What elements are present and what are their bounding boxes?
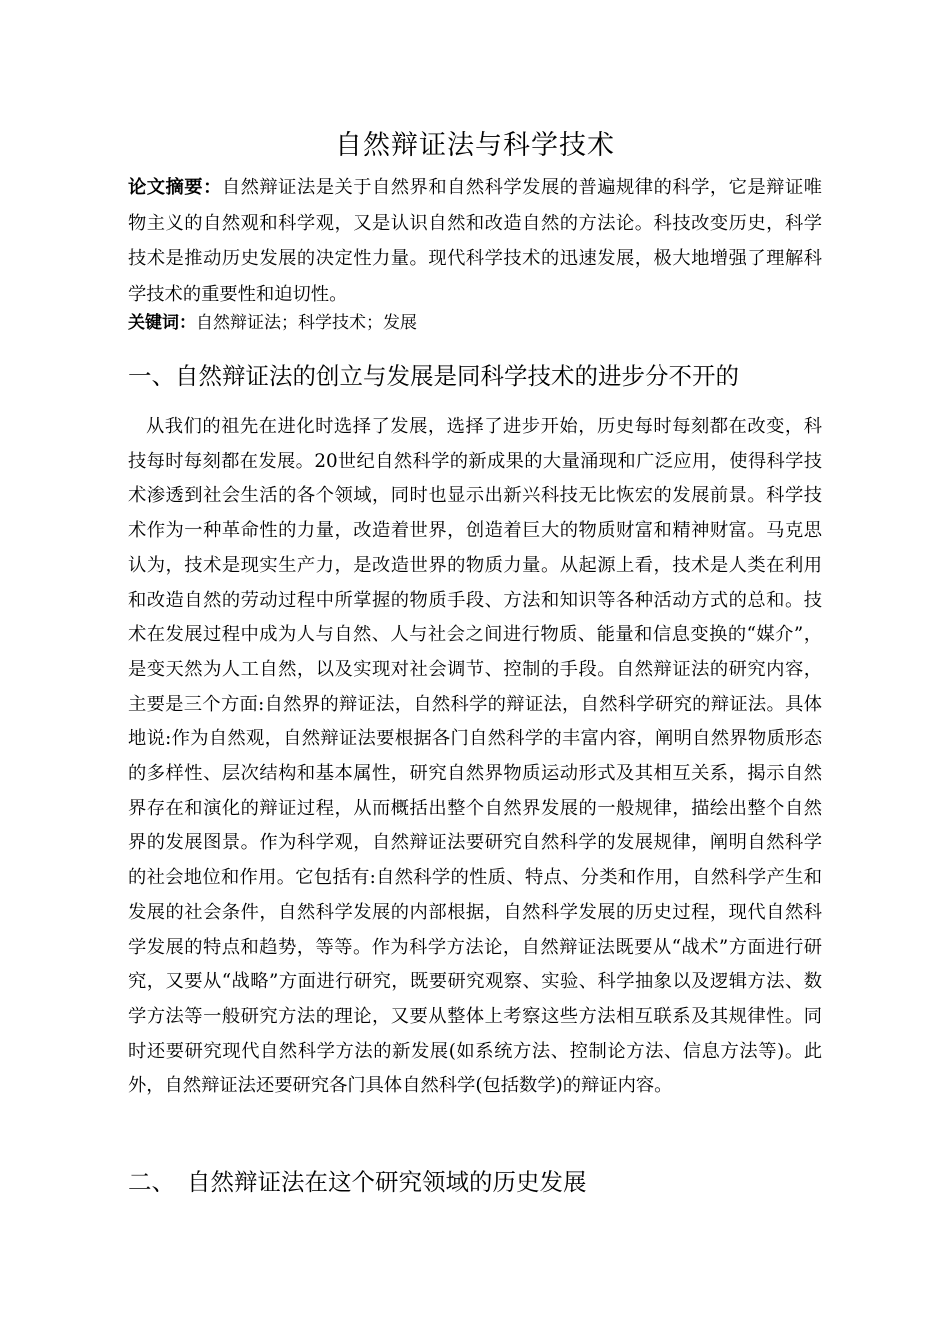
- section-1-number: 一、: [128, 362, 175, 390]
- document-title: 自然辩证法与科学技术: [335, 130, 615, 161]
- keywords-label: 关键词：: [128, 313, 196, 333]
- section-2-heading: [128, 1164, 822, 1200]
- section-1-heading: [128, 358, 822, 394]
- section-1-heading-text: 自然辩证法的创立与发展是同科学技术的进步分不开的: [175, 362, 739, 390]
- abstract-label: 论文摘要：: [128, 177, 222, 198]
- abstract-paragraph: [128, 170, 822, 312]
- section-1-paragraph: 从我们的祖先在进化时选择了发展，选择了进步开始，历史每时每刻都在改变，科技每时每刻都在发展。20世纪自然科学的新成果的大量涌现和广泛应用，使得科学技术渗透到社会生活的各个领域，同时也显示出新兴科技无比恢宏的发展前景。科学技术作为一种革命性的力量，改造着世界，创造着巨大的物质财富和精神财富。马克思认为，技术是现实生产力，是改造世界的物质力量。从起源上看，技术是人类在利用和改造自然的劳动过程中所掌握的物质手段、方法和知识等各种活动方式的总和。技术在发展过程中成为人与自然、人与社会之间进行物质、能量和信息变换的“媒介”，是变天然为人工自然，以及实现对社会调节、控制的手段。自然辩证法的研究内容，主要是三个方面:自然界的辩证法，自然科学的辩证法，自然科学研究的辩证法。具体地说:作为自然观，自然辩证法要根据各门自然科学的丰富内容，阐明自然界物质形态的多样性、层次结构和基本属性，研究自然界物质运动形式及其相互关系，揭示自然界存在和演化的辩证过程，从而概括出整个自然界发展的一般规律，描绘出整个自然界的发展图景。作为科学观，自然辩证法要研究自然科学的发展规律，阐明自然科学的社会地位和作用。它包括有:自然科学的性质、特点、分类和作用，自然科学产生和发展的社会条件，自然科学发展的内部根据，自然科学发展的历史过程，现代自然科学发展的特点和趋势，等等。作为科学方法论，自然辩证法既要从“战术”方面进行研究，又要从“战略”方面进行研究，既要研究观察、实验、科学抽象以及逻辑方法、数学方法等一般研究方法的理论，又要从整体上考察这些方法相互联系及其规律性。同时还要研究现代自然科学方法的新发展(如系统方法、控制论方法、信息方法等)。此外，自然辩证法还要研究各门具体自然科学(包括数学)的辩证内容。: [128, 416, 822, 1097]
- abstract-text: 自然辩证法是关于自然界和自然科学发展的普遍规律的科学，它是辩证唯物主义的自然观和科学观，又是认识自然和改造自然的方法论。科技改变历史，科学技术是推动历史发展的决定性力量。现代科学技术的迅速发展，极大地增强了理解科学技术的重要性和迫切性。: [128, 177, 823, 305]
- keywords-text: 自然辩证法；科学技术；发展: [196, 313, 417, 333]
- section-2-number: 二、: [128, 1168, 175, 1196]
- keywords-line: [128, 308, 822, 338]
- section-2-heading-text: 自然辩证法在这个研究领域的历史发展: [187, 1168, 587, 1196]
